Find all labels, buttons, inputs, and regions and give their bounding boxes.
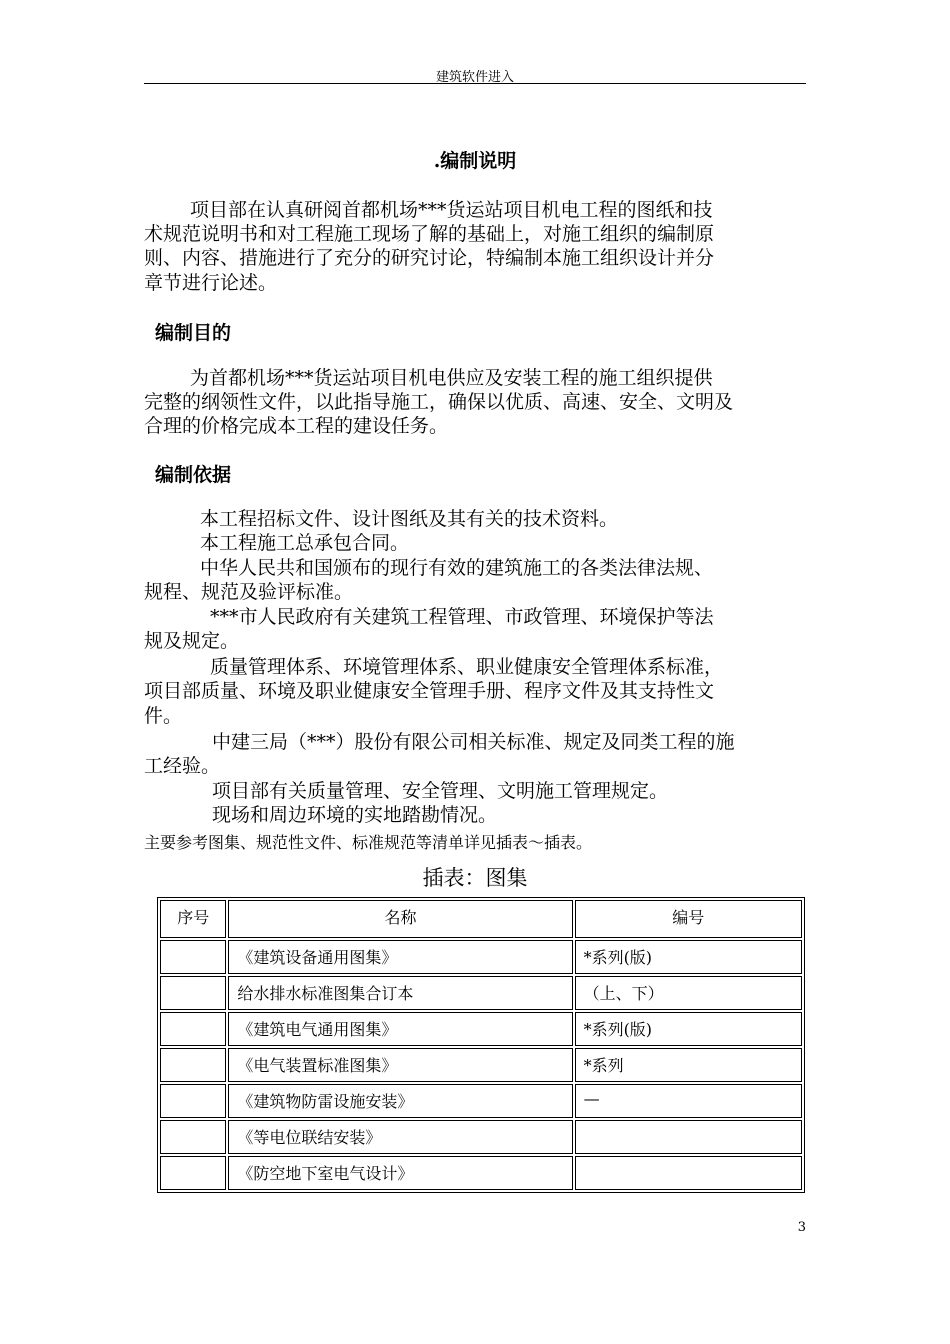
header-cell-name: 名称 xyxy=(228,900,572,938)
cell-name: 给水排水标准图集合订本 xyxy=(228,976,572,1010)
header-cell-index: 序号 xyxy=(160,900,226,938)
cell-code: （上、下） xyxy=(575,976,802,1010)
basis-line: 本工程招标文件、设计图纸及其有关的技术资料。 xyxy=(200,508,619,530)
basis-heading: 编制依据 xyxy=(155,464,232,486)
table-row xyxy=(160,940,802,974)
cell-code: *系列(版) xyxy=(575,1012,802,1046)
header-rule xyxy=(144,83,806,84)
cell-name: 《建筑物防雷设施安装》 xyxy=(228,1084,572,1118)
basis-line: 项目部有关质量管理、安全管理、文明施工管理规定。 xyxy=(212,780,669,802)
table-row xyxy=(160,1156,802,1190)
table-row xyxy=(160,1120,802,1154)
cell-index xyxy=(160,976,226,1010)
cell-index xyxy=(160,1120,226,1154)
basis-line: 规及规定。 xyxy=(144,630,240,652)
section-title: .编制说明 xyxy=(433,150,517,172)
cell-index xyxy=(160,1084,226,1118)
basis-line: 中华人民共和国颁布的现行有效的建筑施工的各类法律法规、 xyxy=(200,557,714,579)
cell-index xyxy=(160,1156,226,1190)
cell-code: *系列(版) xyxy=(575,940,802,974)
table-row xyxy=(160,976,802,1010)
table-caption: 插表：图集 xyxy=(422,866,528,890)
cell-name: 《建筑电气通用图集》 xyxy=(228,1012,572,1046)
basis-line: 项目部质量、环境及职业健康安全管理手册、程序文件及其支持性文 xyxy=(144,680,715,702)
purpose-line: 合理的价格完成本工程的建设任务。 xyxy=(144,415,449,437)
table-row xyxy=(160,1012,802,1046)
table-row xyxy=(160,1048,802,1082)
cell-index xyxy=(160,1048,226,1082)
intro-line: 术规范说明书和对工程施工现场了解的基础上，对施工组织的编制原 xyxy=(144,223,715,245)
basis-line: 质量管理体系、环境管理体系、职业健康安全管理体系标准， xyxy=(210,656,724,678)
cell-name: 《防空地下室电气设计》 xyxy=(228,1156,572,1190)
cell-code: — xyxy=(575,1084,802,1118)
basis-line: ***市人民政府有关建筑工程管理、市政管理、环境保护等法 xyxy=(210,606,714,628)
cell-name: 《电气装置标准图集》 xyxy=(228,1048,572,1082)
intro-line: 则、内容、措施进行了充分的研究讨论，特编制本施工组织设计并分 xyxy=(144,247,715,269)
basis-line: 中建三局（***）股份有限公司相关标准、规定及同类工程的施 xyxy=(212,731,735,753)
basis-line: 现场和周边环境的实地踏勘情况。 xyxy=(212,804,498,826)
basis-line: 件。 xyxy=(144,705,183,727)
page-number: 3 xyxy=(797,1220,806,1235)
cell-name: 《建筑设备通用图集》 xyxy=(228,940,572,974)
basis-line: 本工程施工总承包合同。 xyxy=(200,532,410,554)
intro-line: 章节进行论述。 xyxy=(144,272,278,294)
table-row xyxy=(160,1084,802,1118)
cell-code: *系列 xyxy=(575,1048,802,1082)
purpose-line: 完整的纲领性文件，以此指导施工，确保以优质、高速、安全、文明及 xyxy=(144,391,734,413)
cell-code xyxy=(575,1120,802,1154)
cell-code xyxy=(575,1156,802,1190)
drawing-atlas-table xyxy=(157,897,805,1193)
intro-line: 项目部在认真研阅首都机场***货运站项目机电工程的图纸和技 xyxy=(190,199,713,221)
cell-index xyxy=(160,1012,226,1046)
cell-index xyxy=(160,940,226,974)
header-cell-code: 编号 xyxy=(575,900,802,938)
purpose-heading: 编制目的 xyxy=(155,322,232,344)
basis-line: 规程、规范及验评标准。 xyxy=(144,581,354,603)
table-header-row xyxy=(160,900,802,938)
page-header: 建筑软件进入 xyxy=(435,70,514,85)
cell-name: 《等电位联结安装》 xyxy=(228,1120,572,1154)
reference-note: 主要参考图集、规范性文件、标准规范等清单详见插表～插表。 xyxy=(144,833,593,852)
purpose-line: 为首都机场***货运站项目机电供应及安装工程的施工组织提供 xyxy=(190,367,713,389)
basis-line: 工经验。 xyxy=(144,755,221,777)
